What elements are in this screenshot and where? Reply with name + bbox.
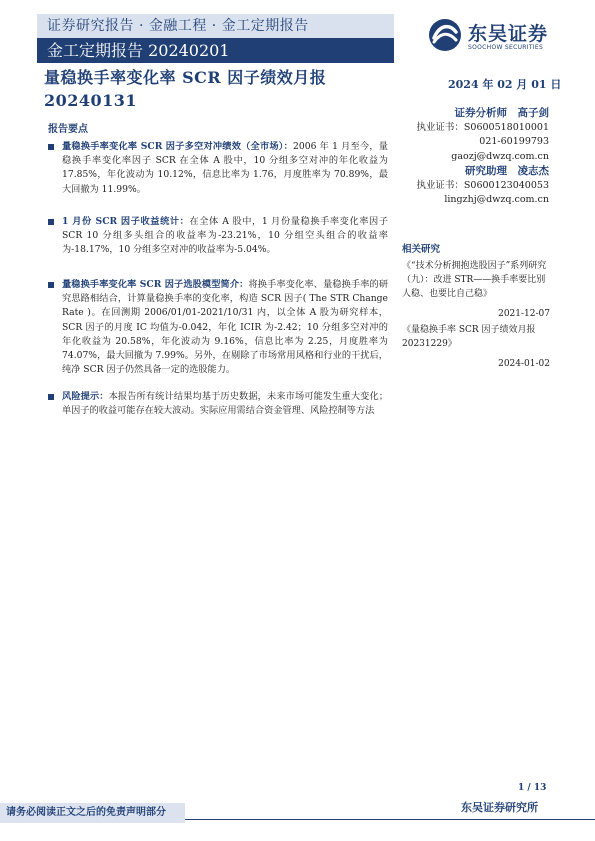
bullet-square-icon	[48, 394, 54, 400]
bullet-2-lead: 1 月份 SCR 因子收益统计：	[62, 216, 190, 227]
report-category-tag: 证券研究报告 · 金融工程 · 金工定期报告	[37, 14, 394, 38]
summary-bullet-2	[48, 215, 388, 258]
bullet-3-lead: 量稳换手率变化率 SCR 因子选股模型简介：	[62, 279, 249, 290]
analyst-1-name: 证券分析师 高子剑	[454, 107, 549, 119]
bullet-1-lead: 量稳换手率变化率 SCR 因子多空对冲绩效（全市场）：	[62, 141, 294, 152]
analyst-2-name: 研究助理 凌志杰	[465, 165, 549, 177]
bullet-2-text: 在全体 A 股中，1 月份量稳换手率变化率因子 SCR 10 分组多头组合的收益率为-23.21%，10 分组空头组合的收益率为-18.17%，10 分组多空对冲的收益率为-5.04%。	[62, 216, 388, 256]
disclaimer-notice: 请务必阅读正文之后的免责声明部分	[0, 803, 185, 823]
summary-bullet-1	[48, 140, 388, 197]
bullet-1-text: 2006 年 1 月至今，量稳换手率变化率因子 SCR 在全体 A 股中，10 分组多空对冲的年化收益为 17.85%，年化波动为 10.12%，信息比率为 1.76，月度胜率为 70.89%，最大回撤为 11.99%。	[62, 141, 388, 195]
analyst-1-cert: 执业证书：S0600518010001	[416, 121, 549, 133]
summary-bullet-3	[48, 278, 388, 377]
related-item-1-title[interactable]: 《“技术分析拥抱选股因子”系列研究（九）：改进 STR——换手率要比别人稳、也要比自己稳》	[402, 261, 547, 299]
summary-bullet-4	[48, 390, 388, 418]
firm-name: 东吴证券研究所	[461, 801, 538, 814]
related-item-1-date: 2021-12-07	[498, 309, 550, 319]
logo-chinese-name: 东吴证券	[468, 23, 549, 45]
analyst-info	[405, 106, 549, 208]
page-number: 1 / 13	[518, 783, 547, 793]
related-item-2-title[interactable]: 《量稳换手率 SCR 因子绩效月报 20231229》	[402, 325, 536, 349]
company-logo	[428, 18, 558, 54]
bullet-square-icon	[48, 282, 54, 288]
bullet-3-text: 将换手率变化率、量稳换手率的研究思路相结合，计算量稳换手率的变化率，构造 SCR 因子( The STR Change Rate )。在回测期 2006/01/01-2021/10/31 内，以全体 A 股为研究样本，SCR 因子的月度 IC 均值为-0.042，年化 ICIR 为-2.42；10 分组多空对冲的年化收益为 20.58%，年化波动为 9.16%，信息比率为 2.25，月度胜率为 74.07%，最大回撤为 7.99%。另外，在剔除了市场常用风格和行业的干扰后，纯净 SCR 因子仍然具备一定的选股能力。	[62, 279, 389, 376]
logo-english-name: SOOCHOW SECURITIES	[468, 44, 544, 51]
report-series-band: 金工定期报告 20240201	[37, 38, 394, 63]
related-heading: 相关研究	[402, 244, 441, 255]
related-item-2-date: 2024-01-02	[498, 359, 550, 369]
bullet-square-icon	[48, 219, 54, 225]
analyst-2-email[interactable]: lingzhj@dwzq.com.cn	[444, 194, 549, 205]
report-date: 2024 年 02 月 01 日	[448, 78, 562, 91]
bullet-4-lead: 风险提示：	[62, 391, 109, 402]
summary-heading: 报告要点	[48, 124, 88, 135]
logo-mark-icon	[428, 18, 462, 52]
analyst-1-phone: 021-60199793	[479, 136, 549, 147]
report-title: 量稳换手率变化率 SCR 因子绩效月报 20240131	[44, 68, 327, 110]
bullet-4-text: 本报告所有统计结果均基于历史数据，未来市场可能发生重大变化；单因子的收益可能存在较大波动。实际应用需结合资金管理、风险控制等方法	[62, 391, 389, 417]
bullet-square-icon	[48, 144, 54, 150]
related-research	[402, 243, 550, 371]
analyst-2-cert: 执业证书：S0600123040053	[416, 179, 549, 191]
analyst-1-email[interactable]: gaozj@dwzq.com.cn	[451, 150, 549, 162]
